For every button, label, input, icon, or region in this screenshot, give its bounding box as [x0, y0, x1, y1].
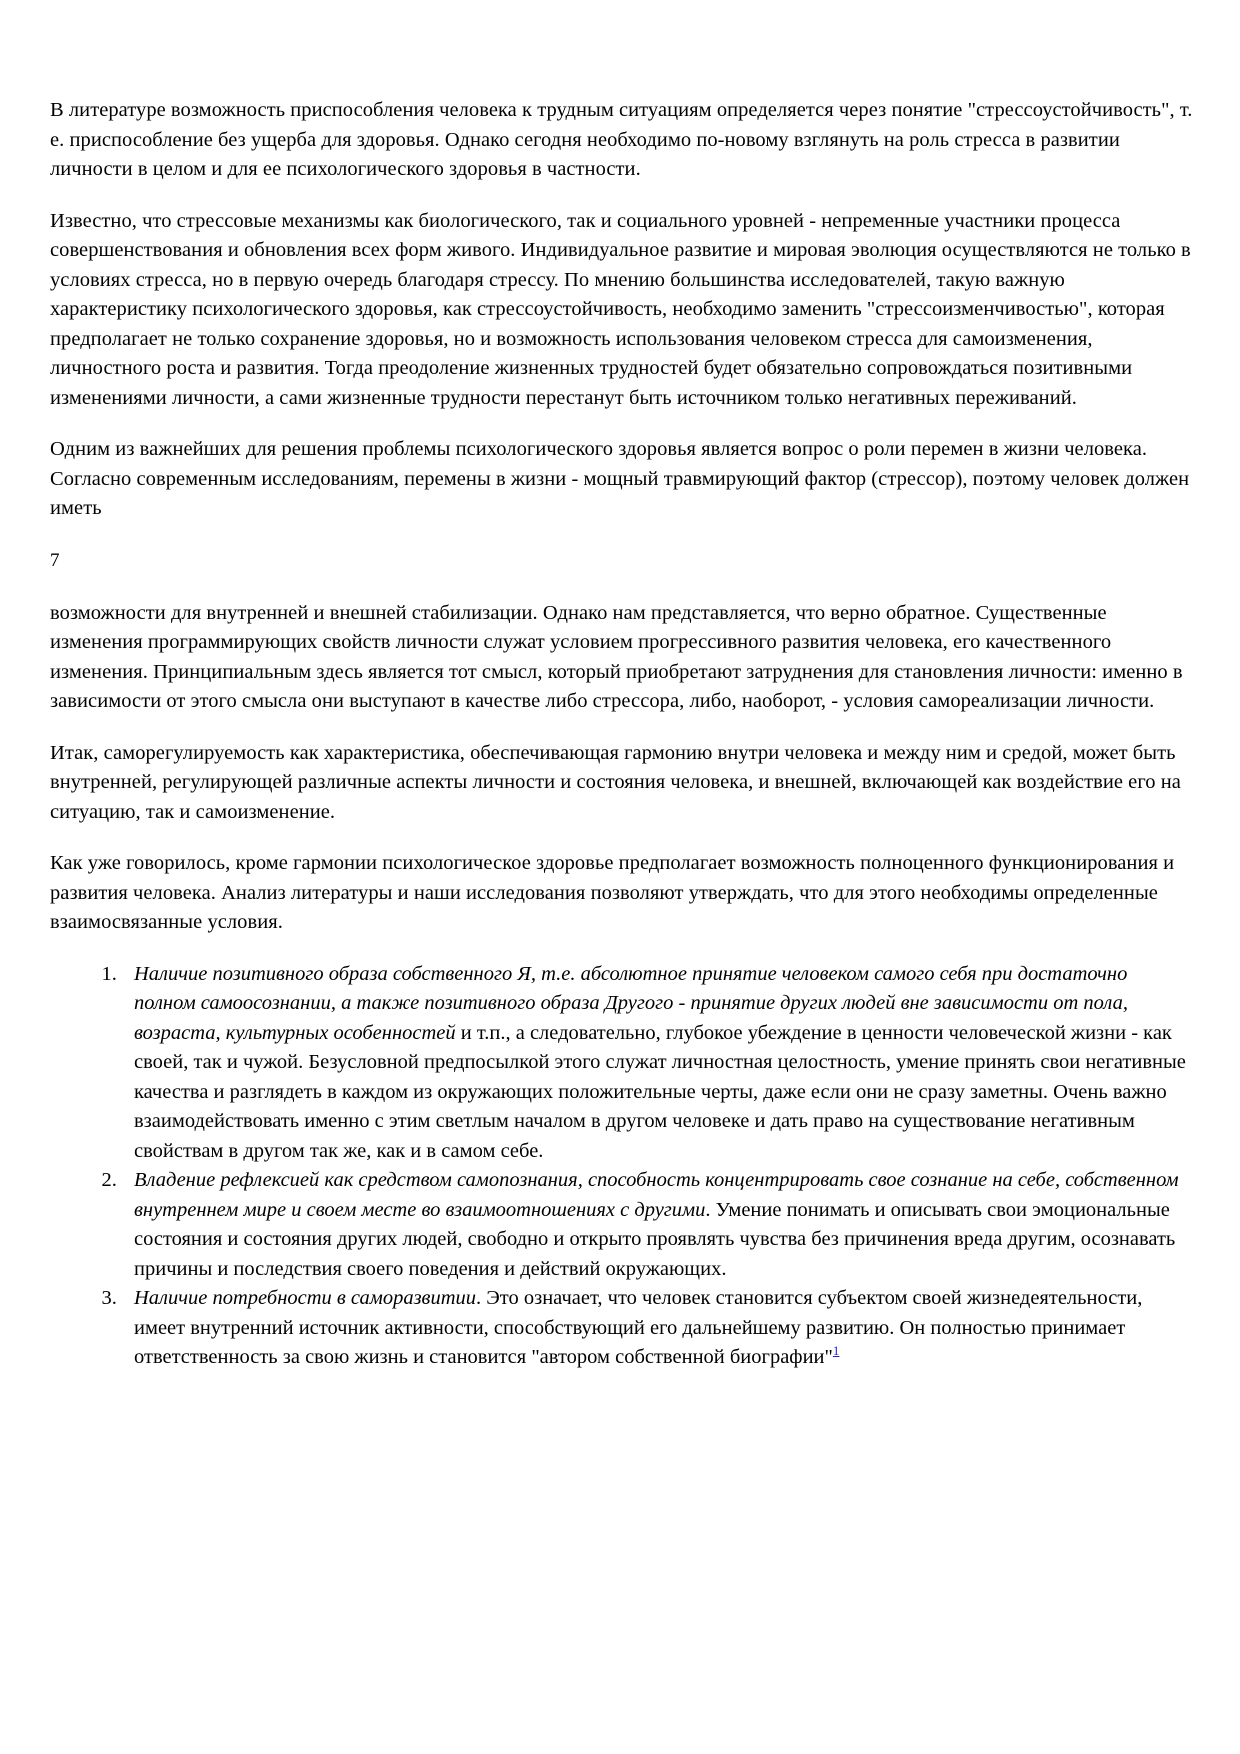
paragraph-4: возможности для внутренней и внешней стабилизации. Однако нам представляется, что верно обратное. Существенные изменения программирующих свойств личности служат условием прогрессивного развития человека, его качественного изменения. Принципиальным здесь является тот смысл, который приобретают затруднения для становления личности: именно в зависимости от этого смысла они выступают в качестве либо стрессора, либо, наоборот, - условия самореализации личности.: [50, 601, 1183, 712]
footnote-reference-link[interactable]: 1: [832, 1343, 840, 1359]
list-item-3-emphasis: Наличие потребности в саморазвитии: [134, 1287, 477, 1309]
list-item: [122, 960, 1194, 1167]
page-number: 7: [50, 549, 60, 571]
list-item-1-emphasis: Наличие позитивного образа собственного Я, т.е. абсолютное принятие человеком самого себя при достаточно полном самоосознании, а также позитивного образа Другого - принятие других людей вне зависимости от пола, возраста, культурных особенностей: [134, 962, 1128, 1044]
list-item: [122, 1166, 1194, 1284]
paragraph-1: В литературе возможность приспособления человека к трудным ситуациям определяется через понятие "стрессоустойчивость", т. е. приспособление без ущерба для здоровья. Однако сегодня необходимо по-новому взглянуть на роль стресса в развитии личности в целом и для ее психологического здоровья в частности.: [50, 99, 1193, 180]
list-item-2-emphasis: Владение рефлексией как средством самопознания, способность концентрировать свое сознание на себе, собственном внутреннем мире и своем месте во взаимоотношениях с другими: [134, 1169, 1179, 1221]
conditions-list: [50, 960, 1194, 1373]
list-item: [122, 1284, 1194, 1373]
list-item-3-body: . Это означает, что человек становится субъектом своей жизнедеятельности, имеет внутренний источник активности, способствующий его дальнейшему развитию. Он полностью принимает ответственность за свою жизнь и становится "автором собственной биографии": [134, 1287, 1143, 1368]
list-item-1-body: и т.п., а следовательно, глубокое убеждение в ценности человеческой жизни - как своей, так и чужой. Безусловной предпосылкой этого служат личностная целостность, умение принять свои негативные качества и разглядеть в каждом из окружающих положительные черты, даже если они не сразу заметны. Очень важно взаимодействовать именно с этим светлым началом в другом человеке и дать право на существование негативным свойствам в другом так же, как и в самом себе.: [134, 1021, 1186, 1162]
paragraph-2: Известно, что стрессовые механизмы как биологического, так и социального уровней - непременные участники процесса совершенствования и обновления всех форм живого. Индивидуальное развитие и мировая эволюция осуществляются не только в условиях стресса, но в первую очередь благодаря стрессу. По мнению большинства исследователей, такую важную характеристику психологического здоровья, как стрессоустойчивость, необходимо заменить "стрессоизменчивостью", которая предполагает не только сохранение здоровья, но и возможность использования человеком стресса для самоизменения, личностного роста и развития. Тогда преодоление жизненных трудностей будет обязательно сопровождаться позитивными изменениями личности, а сами жизненные трудности перестанут быть источником только негативных переживаний.: [50, 209, 1191, 409]
list-item-2-body: . Умение понимать и описывать свои эмоциональные состояния и состояния других людей, свободно и открыто проявлять чувства без причинения вреда другим, осознавать причины и последствия своего поведения и действий окружающих.: [134, 1198, 1176, 1280]
paragraph-6: Как уже говорилось, кроме гармонии психологическое здоровье предполагает возможность полноценного функционирования и развития человека. Анализ литературы и наши исследования позволяют утверждать, что для этого необходимы определенные взаимосвязанные условия.: [50, 852, 1175, 933]
paragraph-5: Итак, саморегулируемость как характеристика, обеспечивающая гармонию внутри человека и между ним и средой, может быть внутренней, регулирующей различные аспекты личности и состояния человека, и внешней, включающей как воздействие его на ситуацию, так и самоизменение.: [50, 741, 1181, 823]
paragraph-3: Одним из важнейших для решения проблемы психологического здоровья является вопрос о роли перемен в жизни человека. Согласно современным исследованиям, перемены в жизни - мощный травмирующий фактор (стрессор), поэтому человек должен иметь: [50, 438, 1190, 519]
